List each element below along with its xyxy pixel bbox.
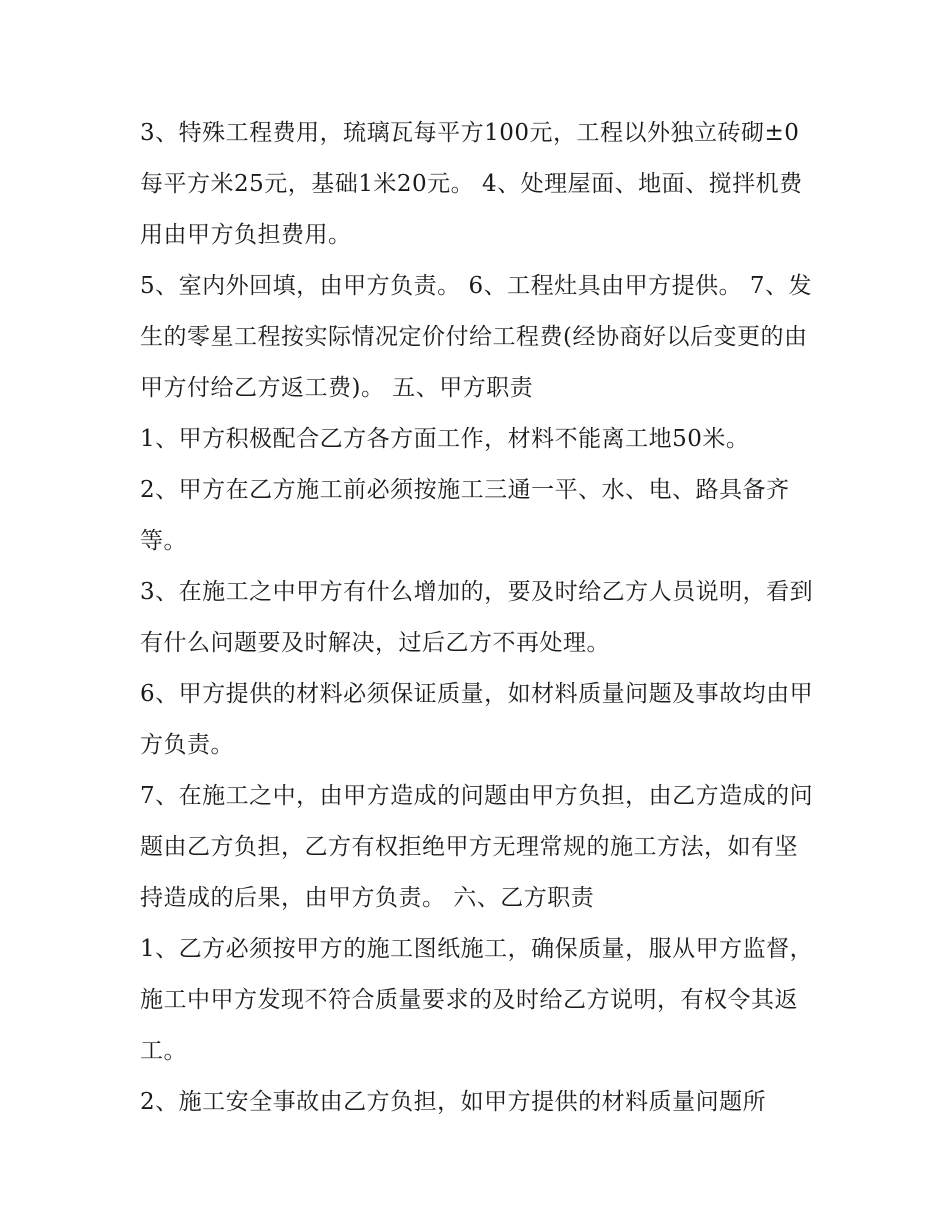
paragraph-party-a-duty-1: 1、甲方积极配合乙方各方面工作，材料不能离工地50米。: [140, 426, 750, 452]
paragraph-party-a-duty-3: 3、在施工之中甲方有什么增加的，要及时给乙方人员说明，看到有什么问题要及时解决，过后乙方不再处理。: [140, 579, 814, 656]
paragraph-party-a-duty-7: 7、在施工之中，由甲方造成的问题由甲方负担，由乙方造成的问题由乙方负担，乙方有权拒绝甲方无理常规的施工方法，如有坚持造成的后果，由甲方负责。 六、乙方职责: [140, 783, 814, 911]
paragraph-party-a-duty-2: 2、甲方在乙方施工前必须按施工三通一平、水、电、路具备齐等。: [140, 477, 790, 554]
paragraph-party-b-duty-1: 1、乙方必须按甲方的施工图纸施工，确保质量，服从甲方监督，施工中甲方发现不符合质量要求的及时给乙方说明，有权令其返工。: [140, 936, 814, 1064]
paragraph-party-a-duty-6: 6、甲方提供的材料必须保证质量，如材料质量问题及事故均由甲方负责。: [140, 681, 814, 758]
document-body: [140, 108, 820, 1128]
paragraph-party-b-duty-2: 2、施工安全事故由乙方负担，如甲方提供的材料质量问题所: [140, 1089, 767, 1115]
paragraph-backfill-and-party-a-duties: 5、室内外回填，由甲方负责。 6、工程灶具由甲方提供。 7、发生的零星工程按实际情况定价付给工程费(经协商好以后变更的由甲方付给乙方返工费)。 五、甲方职责: [140, 273, 813, 401]
paragraph-special-costs: 3、特殊工程费用，琉璃瓦每平方100元，工程以外独立砖砌±0每平方米25元，基础1米20元。 4、处理屋面、地面、搅拌机费用由甲方负担费用。: [140, 120, 803, 248]
